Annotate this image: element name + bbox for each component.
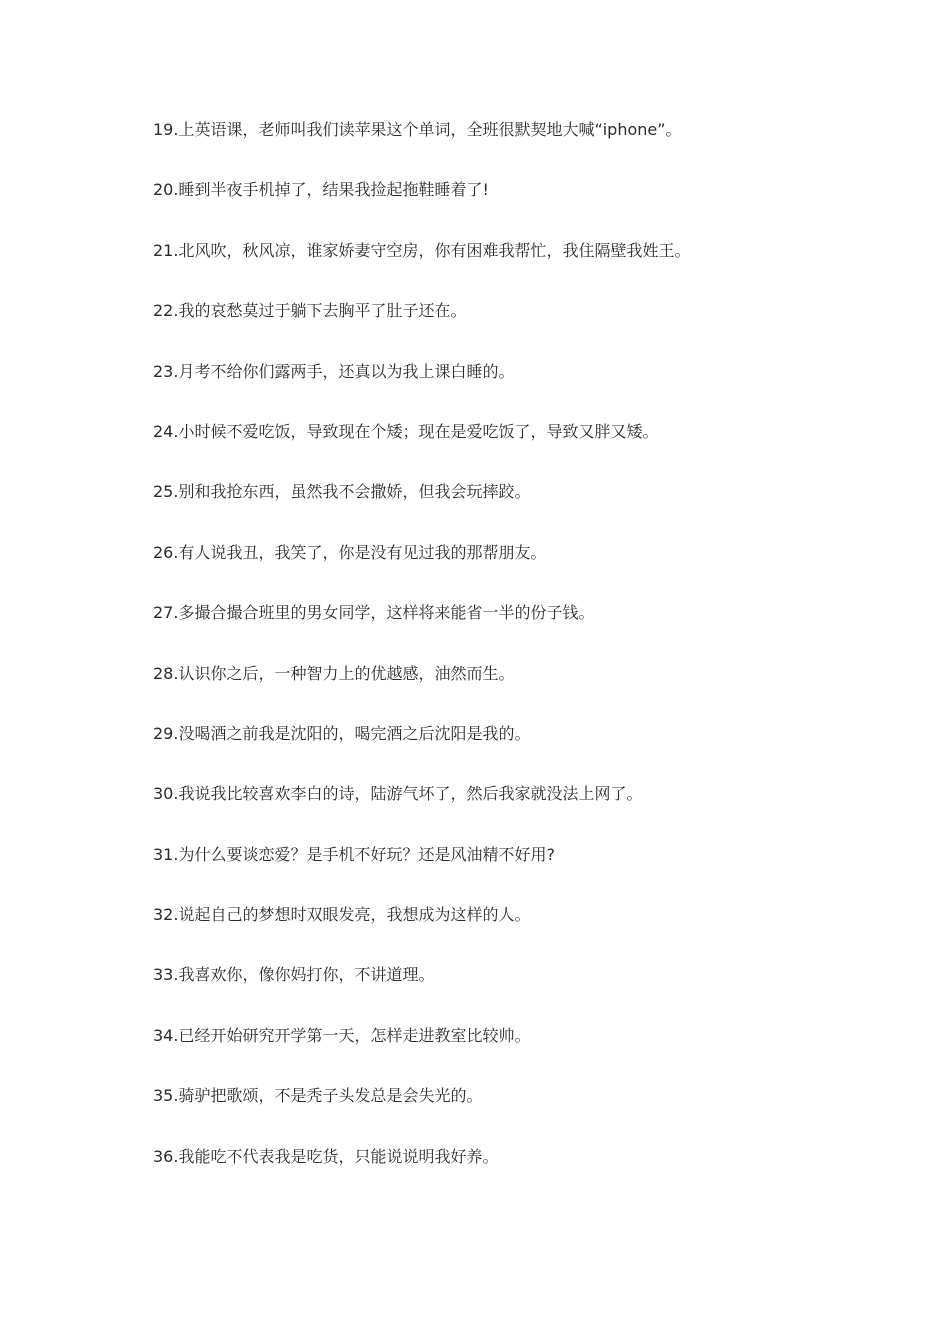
list-item: 27.多撮合撮合班里的男女同学，这样将来能省一半的份子钱。 (153, 603, 595, 623)
list-item: 24.小时候不爱吃饭，导致现在个矮；现在是爱吃饭了，导致又胖又矮。 (153, 421, 659, 441)
list-item: 30.我说我比较喜欢李白的诗，陆游气坏了，然后我家就没法上网了。 (153, 784, 643, 804)
list-item: 36.我能吃不代表我是吃货，只能说说明我好养。 (153, 1146, 499, 1166)
list-item: 29.没喝酒之前我是沈阳的，喝完酒之后沈阳是我的。 (153, 723, 531, 743)
list-item: 31.为什么要谈恋爱？是手机不好玩？还是风油精不好用? (153, 844, 555, 864)
list-item: 21.北风吹，秋风凉，谁家娇妻守空房，你有困难我帮忙，我住隔壁我姓王。 (153, 240, 691, 260)
list-item: 32.说起自己的梦想时双眼发亮，我想成为这样的人。 (153, 905, 531, 925)
list-item: 34.已经开始研究开学第一天，怎样走进教室比较帅。 (153, 1025, 531, 1045)
list-item: 23.月考不给你们露两手，还真以为我上课白睡的。 (153, 361, 515, 381)
list-item: 33.我喜欢你，像你妈打你，不讲道理。 (153, 965, 435, 985)
list-item: 28.认识你之后，一种智力上的优越感，油然而生。 (153, 663, 515, 683)
list-item: 20.睡到半夜手机掉了，结果我捡起拖鞋睡着了! (153, 180, 489, 200)
list-item: 25.别和我抢东西，虽然我不会撒娇，但我会玩摔跤。 (153, 482, 531, 502)
list-item: 19.上英语课，老师叫我们读苹果这个单词，全班很默契地大喊“iphone”。 (153, 120, 682, 139)
list-item: 26.有人说我丑，我笑了，你是没有见过我的那帮朋友。 (153, 542, 547, 562)
joke-list (153, 117, 893, 1204)
list-item: 22.我的哀愁莫过于躺下去胸平了肚子还在。 (153, 301, 467, 321)
list-item: 35.骑驴把歌颂，不是秃子头发总是会失光的。 (153, 1086, 483, 1106)
